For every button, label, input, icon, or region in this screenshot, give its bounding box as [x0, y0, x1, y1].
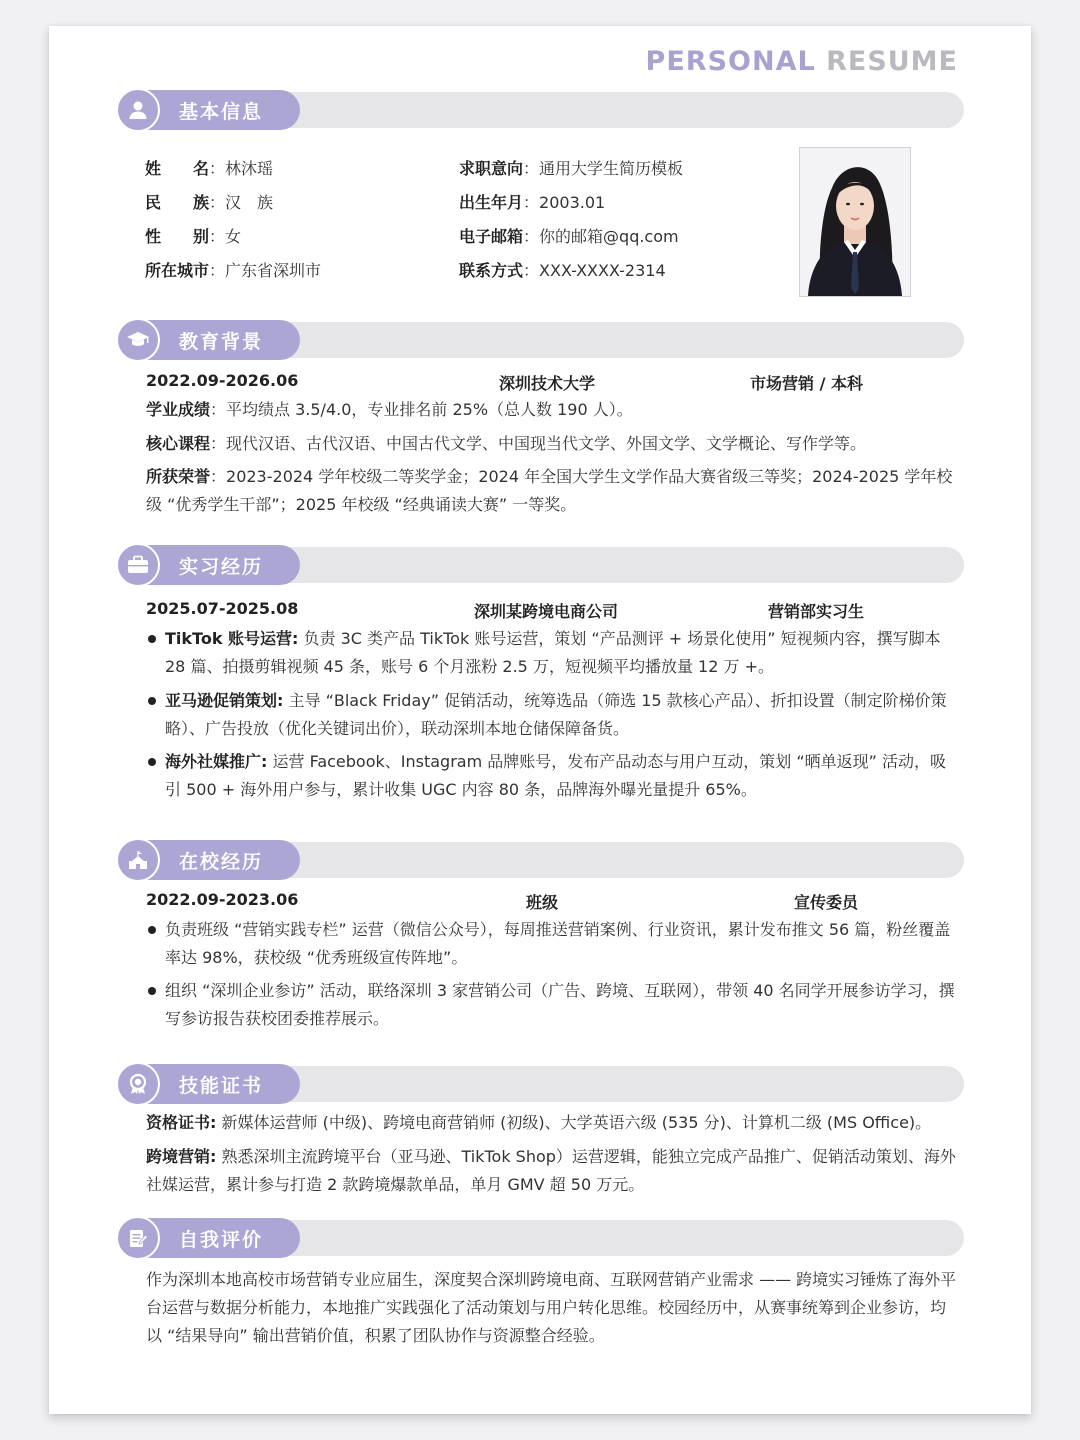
school-building-icon — [116, 838, 160, 882]
resume-title — [646, 46, 958, 77]
title-word-personal: PERSONAL — [645, 46, 816, 77]
graduation-cap-icon — [116, 318, 160, 362]
info-ethnicity: 民 族：汉 族 — [145, 193, 274, 212]
section-header-campus — [116, 840, 964, 880]
edu-date: 2022.09-2026.06 — [146, 371, 299, 390]
profile-photo — [799, 147, 911, 297]
section-title-internship: 实习经历 — [179, 556, 264, 578]
bullet-dot — [148, 987, 156, 995]
section-header-education — [116, 320, 964, 360]
notepad-pen-icon — [116, 1216, 160, 1260]
resume-page — [49, 26, 1031, 1414]
edu-gpa: 学业成绩：平均绩点 3.5/4.0，专业排名前 25%（总人数 190 人）。 — [146, 400, 633, 419]
intern-item: 海外社媒推广: 运营 Facebook、Instagram 品牌账号，发布产品动态与用户互动，策划 “晒单返现” 活动，吸引 500 + 海外用户参与，累计收集 UGC 内容 80 条，品牌海外曝光量提升 65%。 — [165, 748, 957, 804]
info-name: 姓 名：林沐瑶 — [145, 159, 274, 178]
section-header-basic — [116, 90, 964, 130]
intern-role: 营销部实习生 — [768, 602, 865, 621]
section-title-skills: 技能证书 — [179, 1075, 264, 1097]
person-icon — [116, 88, 160, 132]
campus-item: 负责班级 “营销实践专栏” 运营（微信公众号），每周推送营销案例、行业资讯，累计发布推文 56 篇，粉丝覆盖率达 98%，获校级 “优秀班级宣传阵地”。 — [165, 916, 957, 972]
edu-major: 市场营销 / 本科 — [750, 374, 863, 393]
bullet-dot — [148, 697, 156, 705]
section-header-self — [116, 1218, 964, 1258]
intern-date: 2025.07-2025.08 — [146, 599, 299, 618]
campus-org: 班级 — [526, 893, 559, 912]
campus-role: 宣传委员 — [794, 893, 859, 912]
section-title-campus: 在校经历 — [179, 851, 264, 873]
intern-item: TikTok 账号运营: 负责 3C 类产品 TikTok 账号运营，策划 “产品测评 + 场景化使用” 短视频内容，撰写脚本 28 篇、拍摄剪辑视频 45 条，账号 6 个月涨粉 2.5 万，短视频平均播放量 12 万 +。 — [165, 625, 957, 681]
skills-crossborder: 跨境营销: 熟悉深圳主流跨境平台（亚马逊、TikTok Shop）运营逻辑，能独立完成产品推广、促销活动策划、海外社媒运营，累计参与打造 2 款跨境爆款单品，单月 GMV 超 50 万元。 — [146, 1147, 956, 1194]
title-word-resume: RESUME — [826, 46, 958, 77]
bullet-dot — [148, 635, 156, 643]
bullet-dot — [148, 926, 156, 934]
section-header-skills — [116, 1064, 964, 1104]
intern-item: 亚马逊促销策划: 主导 “Black Friday” 促销活动，统筹选品（筛选 15 款核心产品）、折扣设置（制定阶梯价策略）、广告投放（优化关键词出价），联动深圳本地仓储保障备货。 — [165, 687, 957, 743]
section-header-internship — [116, 545, 964, 585]
campus-item: 组织 “深圳企业参访” 活动，联络深圳 3 家营销公司（广告、跨境、互联网），带领 40 名同学开展参访学习，撰写参访报告获校团委推荐展示。 — [165, 977, 957, 1033]
info-city: 所在城市：广东省深圳市 — [145, 261, 322, 280]
edu-courses: 核心课程：现代汉语、古代汉语、中国古代文学、中国现当代文学、外国文学、文学概论、写作学等。 — [146, 434, 867, 453]
info-gender: 性 别：女 — [145, 227, 242, 246]
section-title-basic: 基本信息 — [179, 101, 264, 123]
bullet-dot — [148, 758, 156, 766]
briefcase-icon — [116, 543, 160, 587]
intern-company: 深圳某跨境电商公司 — [474, 602, 619, 621]
info-email: 电子邮箱：你的邮箱@qq.com — [459, 227, 679, 246]
section-title-education: 教育背景 — [179, 331, 264, 353]
skills-certificates: 资格证书: 新媒体运营师 (中级)、跨境电商营销师 (初级)、大学英语六级 (535 分)、计算机二级 (MS Office)。 — [146, 1113, 932, 1132]
info-job-target: 求职意向：通用大学生简历模板 — [459, 159, 684, 178]
info-phone: 联系方式：XXX-XXXX-2314 — [459, 261, 666, 280]
campus-date: 2022.09-2023.06 — [146, 890, 299, 909]
edu-honors: 所获荣誉：2023-2024 学年校级二等奖学金；2024 年全国大学生文学作品大赛省级三等奖；2024-2025 学年校级 “优秀学生干部”；2025 年校级 “经典诵读大赛” 一等奖。 — [146, 467, 953, 514]
edu-school: 深圳技术大学 — [499, 374, 596, 393]
section-title-self: 自我评价 — [179, 1229, 264, 1251]
award-ribbon-icon — [116, 1062, 160, 1106]
self-evaluation-text: 作为深圳本地高校市场营销专业应届生，深度契合深圳跨境电商、互联网营销产业需求 —— 跨境实习锤炼了海外平台运营与数据分析能力，本地推广实践强化了活动策划与用户转化思维。校园经历中，从赛事统筹到企业参访，均以 “结果导向” 输出营销价值，积累了团队协作与资源整合经验。 — [146, 1270, 957, 1345]
info-birth: 出生年月：2003.01 — [459, 193, 606, 212]
